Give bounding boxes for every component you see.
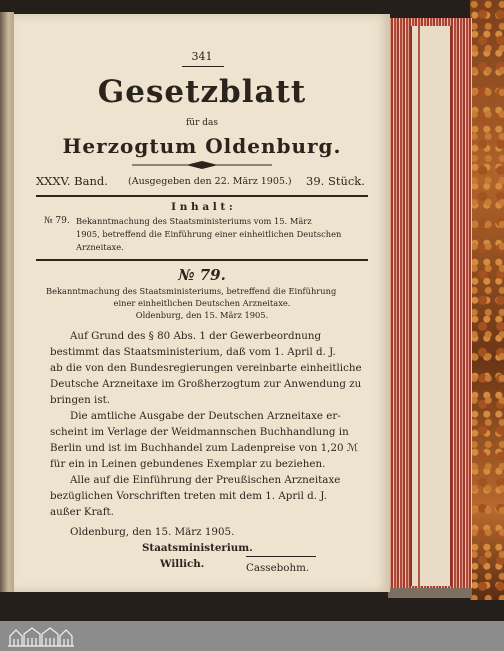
body-line-1: Auf Grund des § 80 Abs. 1 der Gewerbeordnung: [70, 330, 322, 342]
body-line-4: Deutsche Arzneitaxe im Großherzogtum zur Anwendung zu: [50, 378, 362, 390]
section-number: № 79.: [178, 266, 226, 284]
document-page: [14, 14, 390, 592]
page-stack-edge: [388, 18, 472, 590]
contents-heading: I n h a l t :: [171, 201, 233, 213]
contents-bottom-rule: [36, 259, 368, 261]
signature-cassebohm: Cassebohm.: [246, 562, 310, 574]
contents-item-line-1: Bekanntmachung des Staatsministeriums vom 15. März: [76, 216, 312, 226]
section-date: Oldenburg, den 15. März 1905.: [135, 310, 269, 320]
left-page-edge: [0, 12, 14, 592]
contents-item-line-2: 1905, betreffend die Einführung einer einheitlichen Deutschen: [76, 229, 342, 239]
signature-willich: Willich.: [160, 558, 205, 570]
page-number-rule: [182, 66, 224, 67]
contents-item-line-3: Arzneitaxe.: [76, 242, 124, 252]
contents-top-rule: [36, 195, 368, 197]
body-line-8: Berlin und ist im Buchhandel zum Ladenpreise von 1,20 ℳ: [50, 442, 358, 454]
body-line-5: bringen ist.: [50, 394, 111, 406]
contents-item-number: № 79.: [44, 216, 70, 226]
document-title: Gesetzblatt: [97, 74, 307, 110]
body-line-12: außer Kraft.: [50, 506, 114, 518]
library-building-logo: [6, 624, 76, 648]
body-line-9: für ein in Leinen gebundenes Exemplar zu beziehen.: [50, 458, 326, 470]
page-stack-inner: [410, 26, 452, 586]
body-line-11: bezüglichen Vorschriften treten mit dem 1. April d. J.: [50, 490, 327, 502]
volume-label: XXXV. Band.: [36, 174, 108, 188]
title-sub-small: für das: [185, 118, 219, 128]
closing-place-date: Oldenburg, den 15. März 1905.: [70, 526, 235, 538]
body-line-10: Alle auf die Einführung der Preußischen Arzneitaxe: [70, 474, 341, 486]
issue-number: 39. Stück.: [306, 174, 365, 188]
body-line-3: ab die von den Bundesregierungen vereinbarte einheitliche: [50, 362, 362, 374]
signature-rule: [246, 556, 316, 557]
page-number: 341: [191, 50, 213, 63]
page-stack-bottom: [388, 588, 472, 598]
marbled-cover-edge: [470, 0, 504, 600]
body-line-6: Die amtliche Ausgabe der Deutschen Arzneitaxe er-: [70, 410, 341, 422]
title-territory: Herzogtum Oldenburg.: [62, 134, 342, 158]
page-stack-line: [418, 26, 420, 586]
ornament-rule: [132, 160, 272, 170]
body-line-2: bestimmt das Staatsministerium, daß vom 1. April d. J.: [50, 346, 336, 358]
section-title-line-2: einer einheitlichen Deutschen Arzneitaxe.: [113, 298, 291, 308]
section-title-line-1: Bekanntmachung des Staatsministeriums, betreffend die Einführung: [46, 286, 337, 296]
body-line-7: scheint im Verlage der Weidmannschen Buchhandlung in: [50, 426, 349, 438]
signature-ministry: Staatsministerium.: [142, 542, 253, 554]
issue-date: (Ausgegeben den 22. März 1905.): [128, 176, 292, 187]
